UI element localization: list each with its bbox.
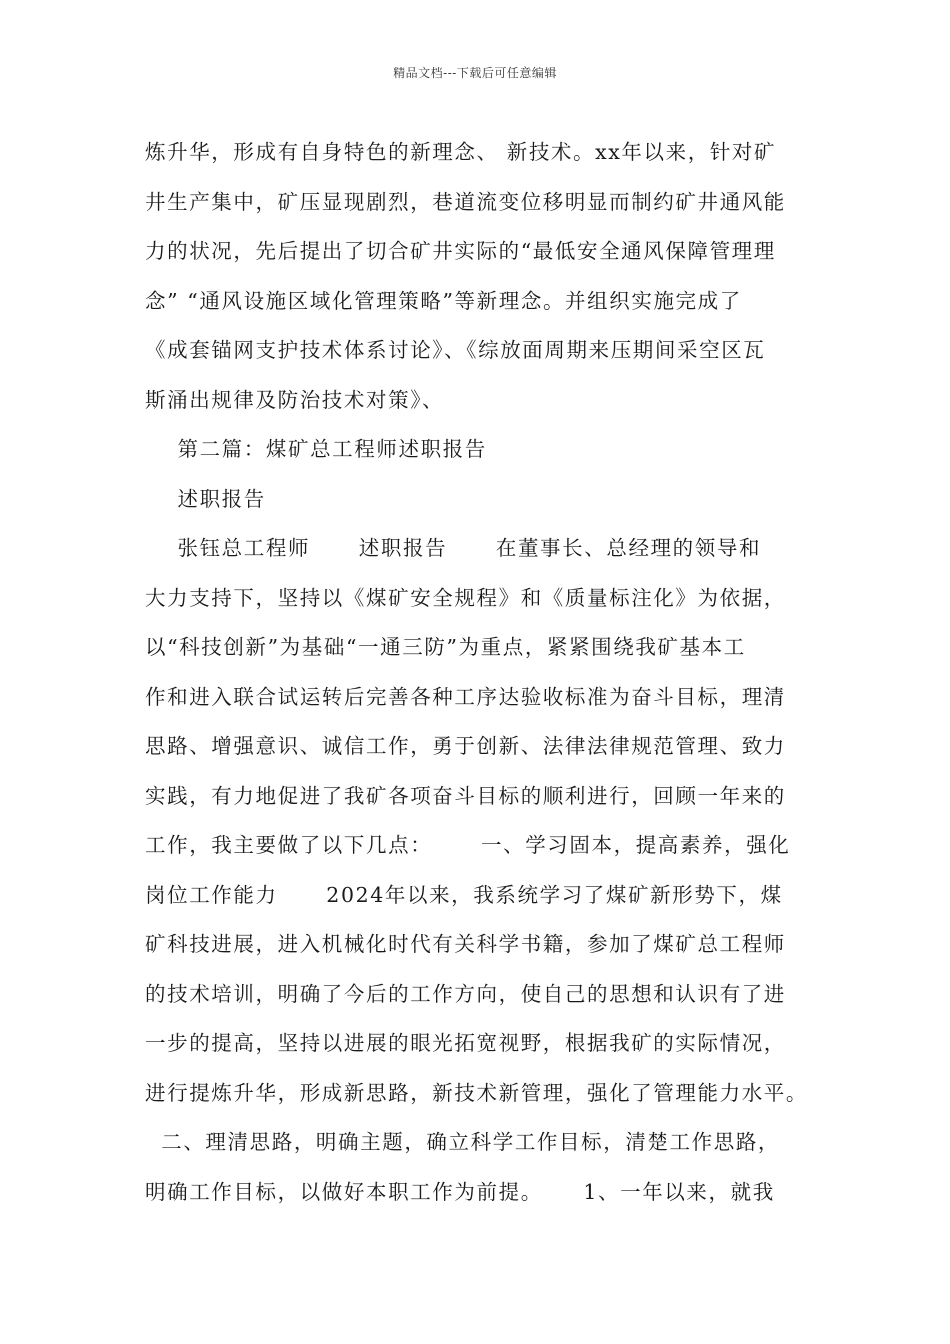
text-line: 一步的提高，坚持以进展的眼光拓宽视野，根据我矿的实际情况， bbox=[145, 1031, 786, 1055]
text-line: 岗位工作能力 2024年以来，我系统学习了煤矿新形势下，煤 bbox=[145, 882, 783, 907]
text-line: 《成套锚网支护技术体系讨论》、《综放面周期来压期间采空区瓦 bbox=[145, 338, 766, 362]
text-line: 的技术培训，明确了今后的工作方向，使自己的思想和认识有了进 bbox=[145, 981, 786, 1006]
text-line: 斯涌出规律及防治技术对策》、 bbox=[145, 387, 445, 412]
text-line: 作和进入联合试运转后完善各种工序达验收标准为奋斗目标，理清 bbox=[145, 684, 786, 709]
text-line: 实践，有力地促进了我矿各项奋斗目标的顺利进行，回顾一年来的 bbox=[145, 783, 786, 808]
text-line: 井生产集中，矿压显现剧烈，巷道流变位移明显而制约矿井通风能 bbox=[145, 189, 786, 214]
text-line: 大力支持下，坚持以《煤矿安全规程》和《质量标注化》为依据， bbox=[145, 585, 786, 610]
text-line: 炼升华，形成有自身特色的新理念、 新技术。xx年以来，针对矿 bbox=[145, 140, 777, 164]
subheading: 述职报告 bbox=[145, 486, 266, 511]
text-line: 力的状况，先后提出了切合矿井实际的“最低安全通风保障管理理 bbox=[145, 239, 776, 263]
text-line: 念” “通风设施区域化管理策略”等新理念。并组织实施完成了 bbox=[145, 288, 742, 313]
text-line: 张钰总工程师 述职报告 在董事长、总经理的领导和 bbox=[145, 536, 762, 560]
page-header: 精品文档---下载后可任意编辑 bbox=[393, 66, 557, 80]
text-line: 以“科技创新”为基础“一通三防”为重点，紧紧围绕我矿基本工 bbox=[145, 635, 746, 659]
text-line: 二、理清思路，明确主题，确立科学工作目标，清楚工作思路， bbox=[145, 1130, 781, 1154]
text-line: 思路、增强意识、诚信工作，勇于创新、法律法律规范管理、致力 bbox=[145, 734, 786, 758]
section-title: 第二篇：煤矿总工程师述职报告 bbox=[145, 437, 487, 461]
text-line: 工作，我主要做了以下几点： 一、学习固本，提高素养，强化 bbox=[145, 833, 791, 857]
text-line: 明确工作目标，以做好本职工作为前提。 1、一年以来，就我 bbox=[145, 1179, 775, 1204]
text-line: 矿科技进展，进入机械化时代有关科学书籍，参加了煤矿总工程师 bbox=[145, 932, 786, 956]
document-body bbox=[145, 128, 845, 1217]
text-line: 进行提炼升华，形成新思路，新技术新管理，强化了管理能力水平。 bbox=[145, 1080, 808, 1105]
